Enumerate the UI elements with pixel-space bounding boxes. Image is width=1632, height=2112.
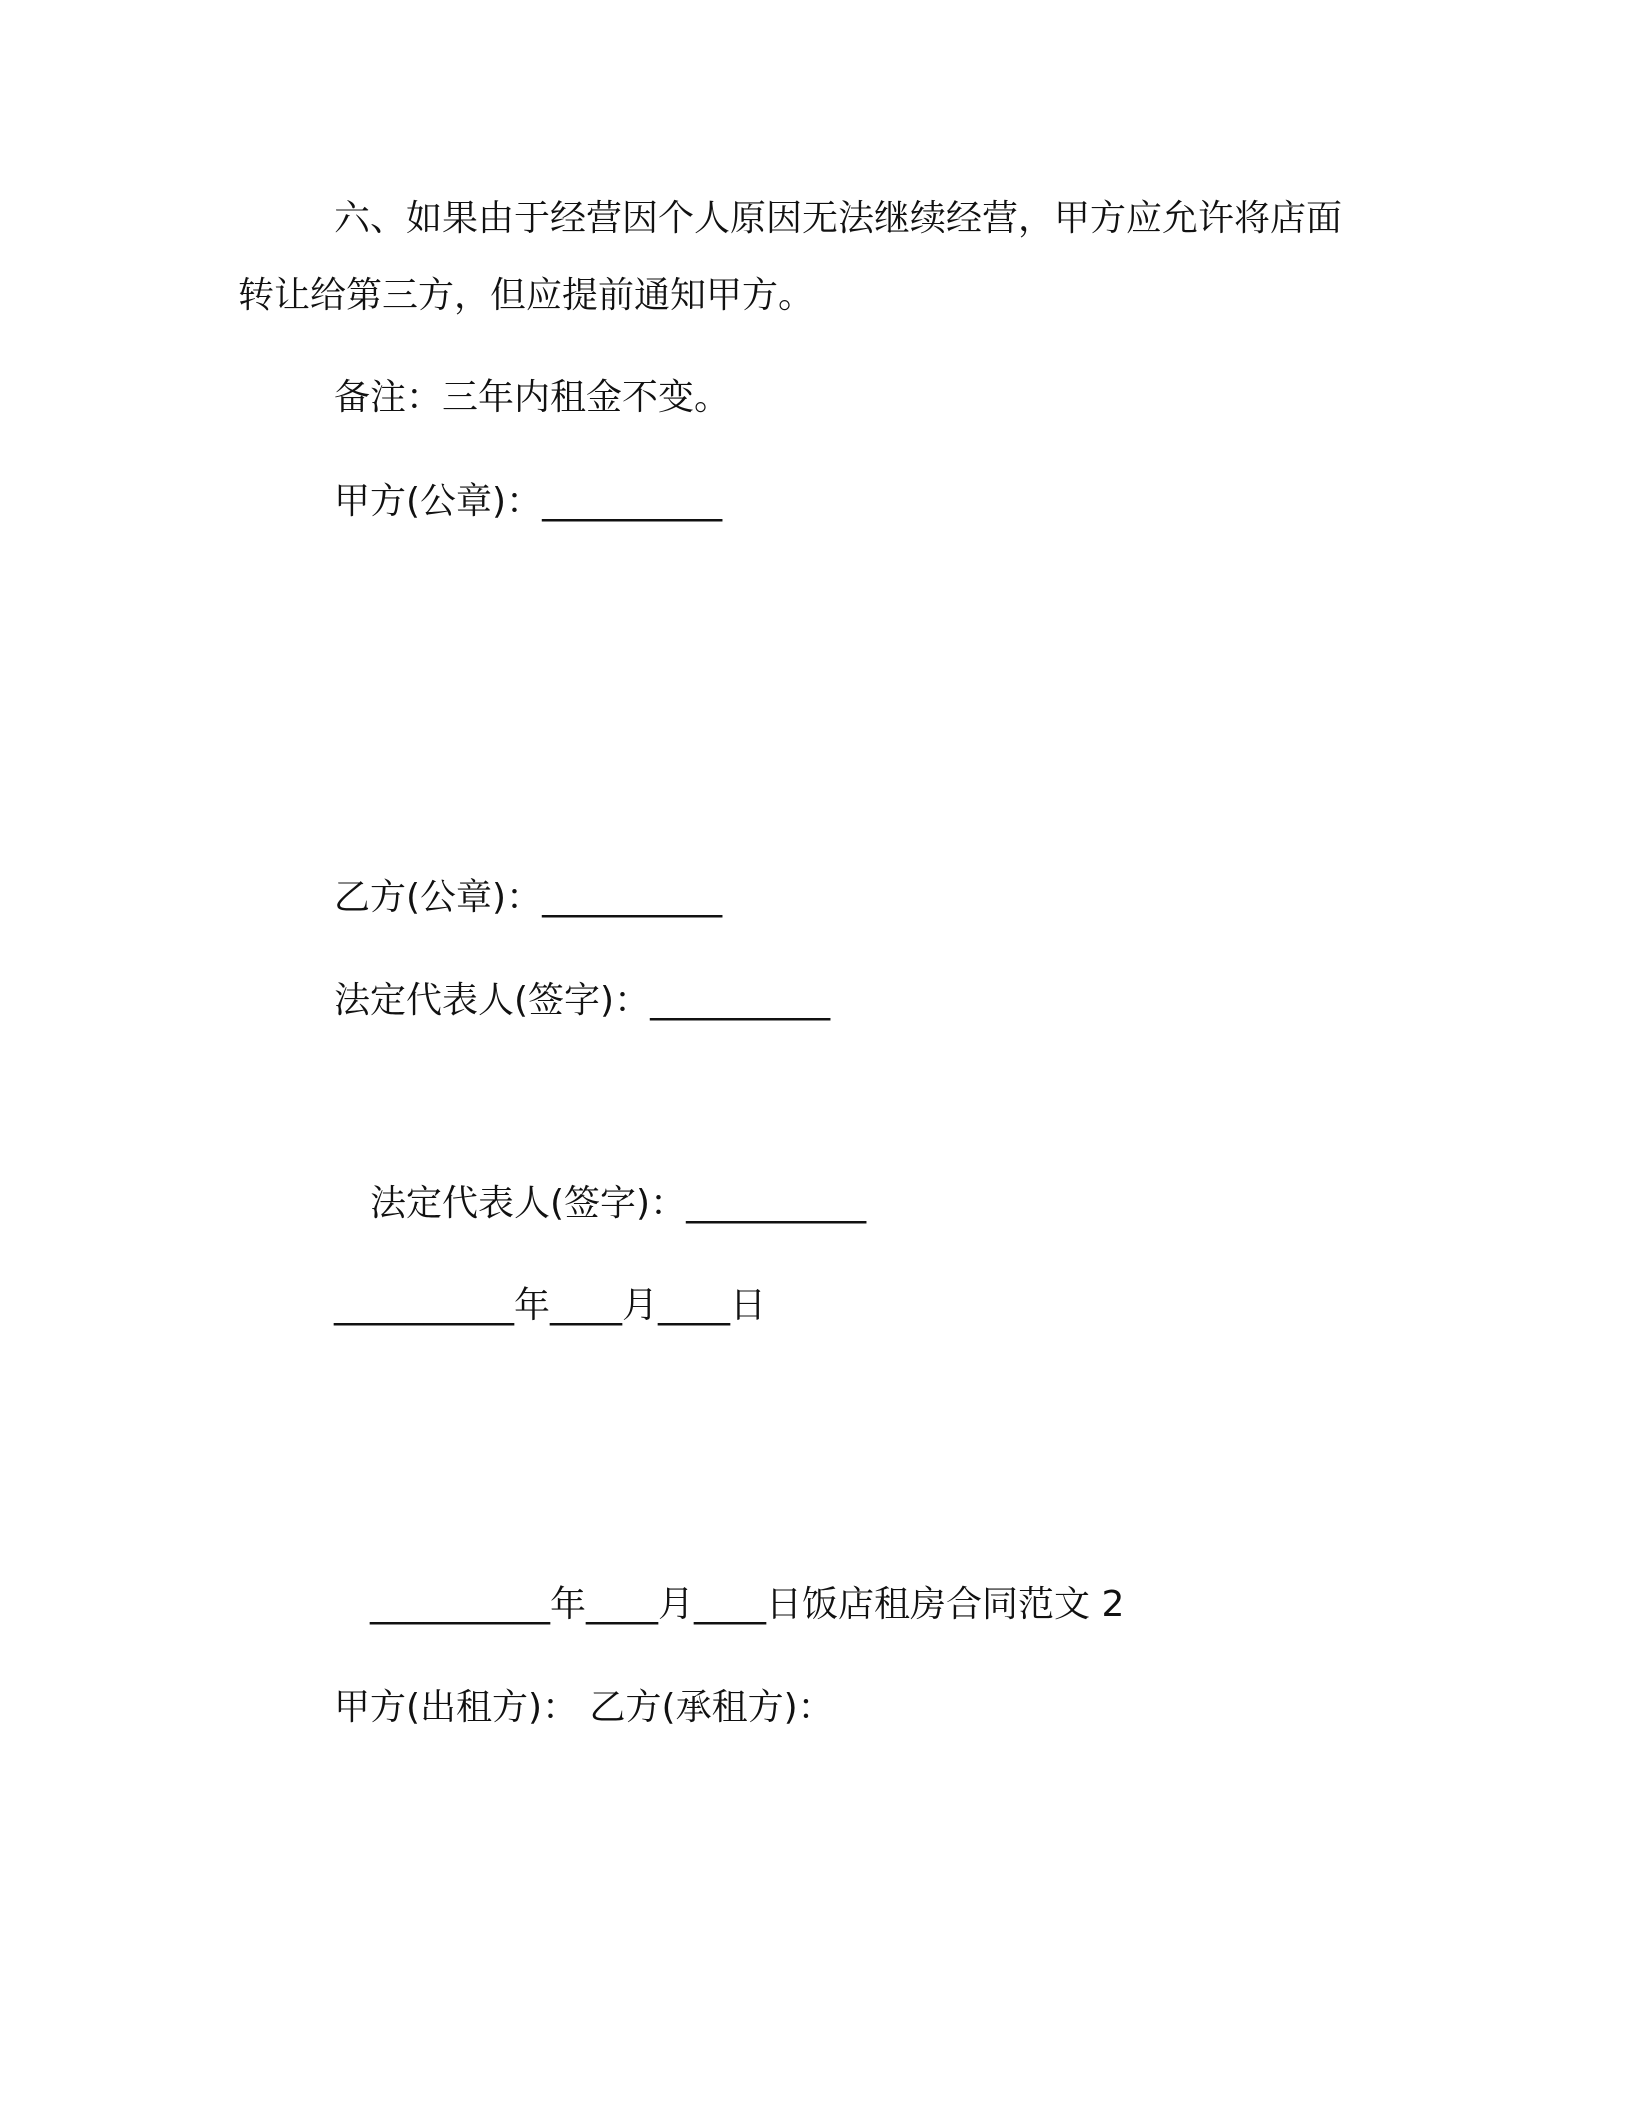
- legal-representative-line-1: 法定代表人(签字)：__________: [334, 980, 831, 1021]
- clause-six-line-2: 转让给第三方，但应提前通知甲方。: [238, 275, 815, 316]
- note-text: 备注：三年内租金不变。: [334, 377, 731, 418]
- parties-line: 甲方(出租方)： 乙方(承租方)：: [334, 1687, 834, 1728]
- party-a-seal-line: 甲方(公章)：__________: [334, 481, 723, 522]
- clause-six-line-1: 六、如果由于经营因个人原因无法继续经营，甲方应允许将店面: [334, 198, 1343, 239]
- party-b-seal-line: 乙方(公章)：__________: [334, 877, 723, 918]
- date-and-contract-title: __________年____月____日饭店租房合同范文 2: [370, 1584, 1125, 1625]
- date-line: __________年____月____日: [334, 1285, 766, 1326]
- legal-representative-line-2: 法定代表人(签字)：__________: [370, 1183, 867, 1224]
